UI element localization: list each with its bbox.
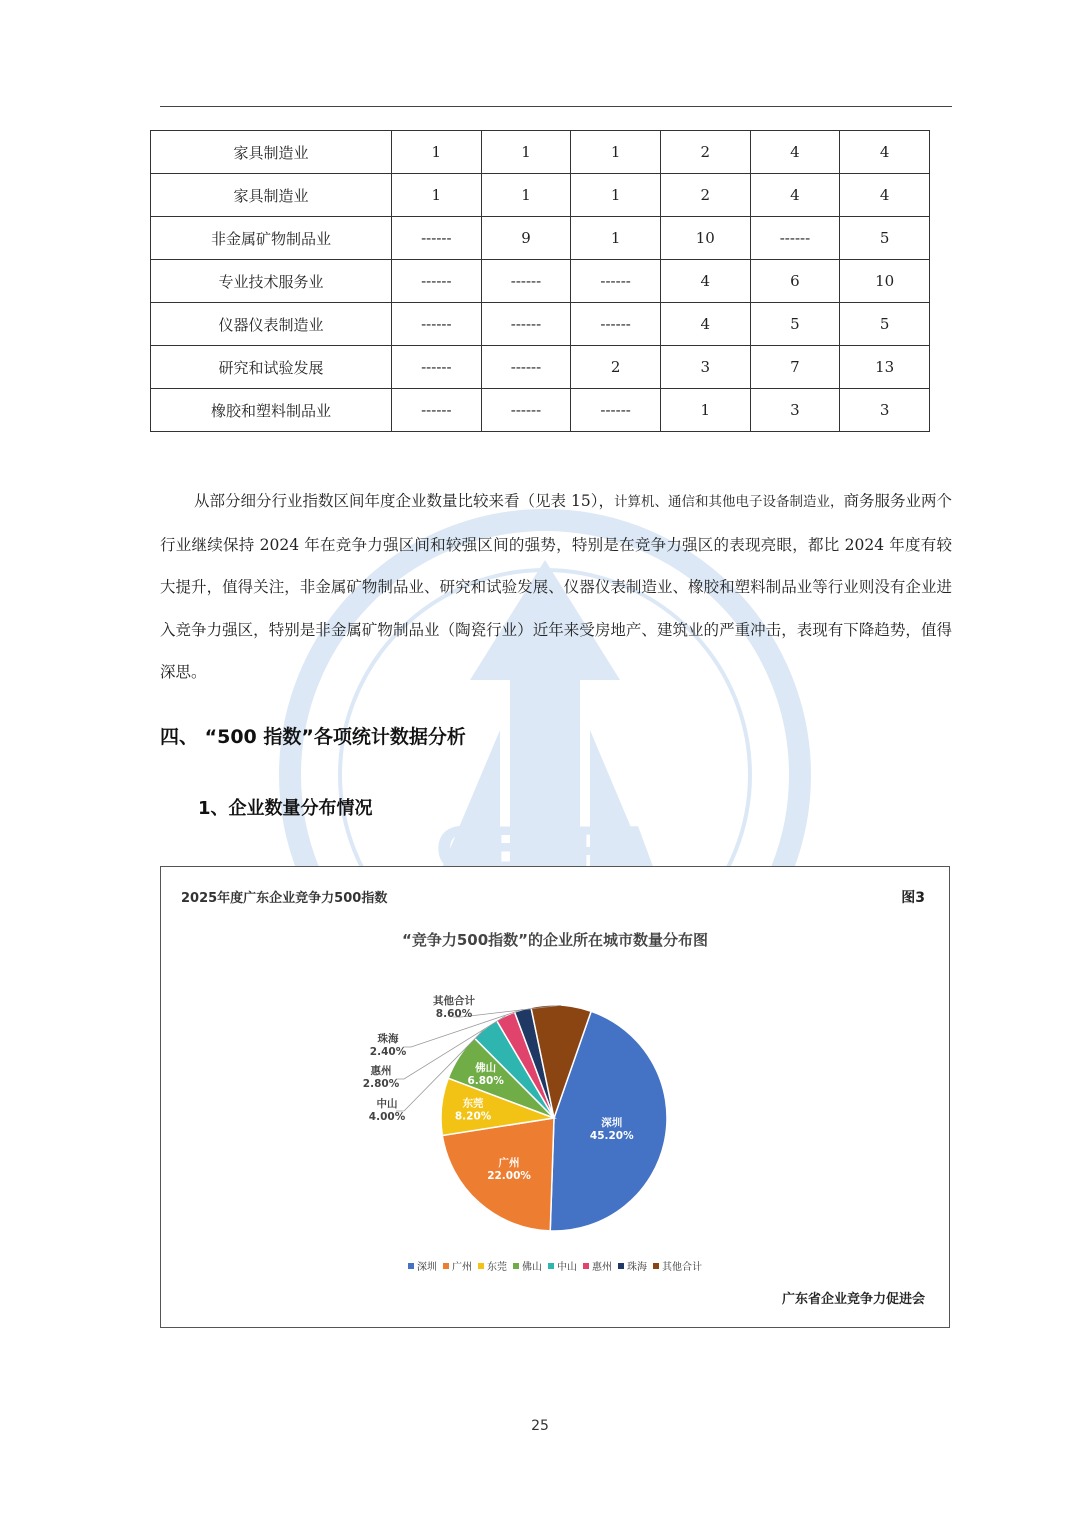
legend-label: 珠海 — [627, 1262, 647, 1273]
legend-item — [478, 1258, 507, 1273]
header-rule — [160, 106, 952, 107]
legend-swatch — [478, 1263, 484, 1269]
industry-name-cell: 专业技术服务业 — [151, 260, 392, 303]
count-cell: 4 — [660, 303, 750, 346]
slice-name-label: 深圳 — [601, 1116, 623, 1129]
count-cell: ------ — [392, 303, 482, 346]
legend-item — [618, 1258, 647, 1273]
count-cell: 4 — [750, 131, 840, 174]
slice-name-label: 其他合计 — [433, 995, 475, 1007]
paragraph-part2: 计算机、通信和其他电子设备制造业， — [613, 494, 844, 510]
chart-figure — [160, 866, 950, 1328]
slice-value-label: 4.00% — [368, 1111, 406, 1123]
chart-source: 广东省企业竞争力促进会 — [781, 1292, 925, 1307]
count-cell: 3 — [750, 389, 840, 432]
legend-item — [443, 1258, 472, 1273]
count-cell: 1 — [481, 174, 571, 217]
legend-swatch — [548, 1263, 554, 1269]
industry-count-table — [150, 130, 930, 432]
count-cell: 3 — [840, 389, 930, 432]
slice-value-label: 2.40% — [369, 1046, 407, 1058]
count-cell: 2 — [660, 174, 750, 217]
legend-swatch — [443, 1263, 449, 1269]
count-cell: ------ — [571, 389, 661, 432]
count-cell: 1 — [392, 131, 482, 174]
slice-name-label: 佛山 — [475, 1061, 497, 1074]
legend-label: 惠州 — [592, 1262, 612, 1273]
count-cell: 7 — [750, 346, 840, 389]
legend-swatch — [618, 1263, 624, 1269]
table-row — [151, 174, 930, 217]
count-cell: ------ — [481, 346, 571, 389]
count-cell: 2 — [660, 131, 750, 174]
chart-title: “竞争力500指数”的企业所在城市数量分布图 — [401, 931, 709, 949]
table-row — [151, 260, 930, 303]
slice-value-label: 2.80% — [362, 1078, 400, 1090]
legend-item — [653, 1258, 702, 1273]
count-cell: 10 — [660, 217, 750, 260]
count-cell: 4 — [750, 174, 840, 217]
count-cell: 1 — [392, 174, 482, 217]
slice-name-label: 广州 — [498, 1156, 520, 1169]
table-row — [151, 131, 930, 174]
count-cell: 3 — [660, 346, 750, 389]
analysis-paragraph — [160, 480, 952, 694]
chart-box-label: 2025年度广东企业竞争力500指数 — [181, 891, 388, 906]
legend-item — [548, 1258, 577, 1273]
industry-name-cell: 家具制造业 — [151, 174, 392, 217]
count-cell: 4 — [840, 174, 930, 217]
industry-name-cell: 研究和试验发展 — [151, 346, 392, 389]
slice-value-label: 22.00% — [487, 1169, 531, 1182]
section-heading: 四、 “500 指数”各项统计数据分析 — [160, 726, 466, 748]
industry-name-cell: 橡胶和塑料制品业 — [151, 389, 392, 432]
subsection-heading: 1、企业数量分布情况 — [198, 798, 373, 819]
table-row — [151, 217, 930, 260]
industry-name-cell: 仪器仪表制造业 — [151, 303, 392, 346]
slice-value-label: 45.20% — [589, 1129, 634, 1142]
count-cell: ------ — [571, 303, 661, 346]
slice-name-label: 珠海 — [377, 1033, 399, 1045]
paragraph-part3: 商务服务业两个行业继续保持 2024 年在竞争力强区间和较强区间的强势，特别是在竞争力强区的表现亮眼，都比 2024 年度有较大提升，值得关注，非金属矿物制品业、研究和试验发展、仪器仪表制造业、橡胶和塑料制品业等行业则没有企业进入竞争力强区，特别是非金属矿物制品业（陶瓷行业）近年来受房地产、建筑业的严重冲击，表现有下降趋势，值得深思。 — [160, 492, 952, 681]
count-cell: ------ — [481, 303, 571, 346]
count-cell: ------ — [392, 346, 482, 389]
legend-item — [513, 1258, 542, 1273]
legend-label: 东莞 — [487, 1262, 507, 1273]
count-cell: 5 — [750, 303, 840, 346]
industry-name-cell: 非金属矿物制品业 — [151, 217, 392, 260]
count-cell: ------ — [481, 260, 571, 303]
legend-label: 深圳 — [417, 1262, 437, 1273]
count-cell: 10 — [840, 260, 930, 303]
legend-label: 广州 — [452, 1262, 472, 1273]
count-cell: ------ — [392, 260, 482, 303]
legend-label: 佛山 — [522, 1262, 542, 1273]
count-cell: 2 — [571, 346, 661, 389]
legend-swatch — [408, 1263, 414, 1269]
slice-name-label: 中山 — [376, 1098, 398, 1110]
count-cell: ------ — [392, 217, 482, 260]
chart-legend — [161, 1258, 949, 1273]
count-cell: ------ — [750, 217, 840, 260]
watermark-text: GECPA — [435, 815, 655, 885]
count-cell: 9 — [481, 217, 571, 260]
legend-item — [583, 1258, 612, 1273]
page-number: 25 — [531, 1418, 549, 1434]
count-cell: 1 — [481, 131, 571, 174]
count-cell: 1 — [571, 174, 661, 217]
count-cell: 1 — [660, 389, 750, 432]
count-cell: ------ — [392, 389, 482, 432]
paragraph-part1: 从部分细分行业指数区间年度企业数量比较来看（见表 15）， — [194, 492, 614, 510]
count-cell: 5 — [840, 217, 930, 260]
count-cell: 4 — [660, 260, 750, 303]
slice-value-label: 6.80% — [467, 1074, 504, 1087]
table-row — [151, 389, 930, 432]
count-cell: 5 — [840, 303, 930, 346]
count-cell: 4 — [840, 131, 930, 174]
count-cell: 1 — [571, 131, 661, 174]
legend-swatch — [583, 1263, 589, 1269]
legend-item — [408, 1258, 437, 1273]
legend-swatch — [653, 1263, 659, 1269]
slice-value-label: 8.60% — [435, 1008, 473, 1020]
legend-label: 其他合计 — [662, 1262, 702, 1273]
industry-name-cell: 家具制造业 — [151, 131, 392, 174]
count-cell: 6 — [750, 260, 840, 303]
count-cell: ------ — [481, 389, 571, 432]
table-row — [151, 303, 930, 346]
slice-name-label: 惠州 — [370, 1065, 392, 1077]
count-cell: 13 — [840, 346, 930, 389]
slice-value-label: 8.20% — [454, 1110, 492, 1123]
legend-swatch — [513, 1263, 519, 1269]
legend-label: 中山 — [557, 1262, 577, 1273]
count-cell: ------ — [571, 260, 661, 303]
count-cell: 1 — [571, 217, 661, 260]
slice-name-label: 东莞 — [462, 1097, 484, 1110]
table-row — [151, 346, 930, 389]
figure-number: 图3 — [901, 890, 925, 906]
